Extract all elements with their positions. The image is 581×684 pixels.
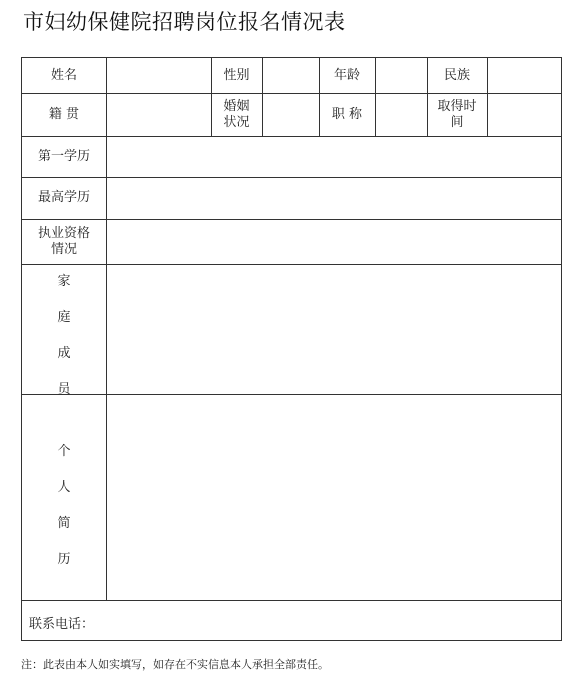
phone-field[interactable] (102, 600, 562, 641)
professional-title-label: 职 称 (331, 106, 363, 122)
registration-form-table (21, 57, 562, 641)
native-place-label: 籍 贯 (48, 106, 80, 122)
age-field[interactable] (375, 58, 427, 93)
marital-status-label: 婚姻 状况 (223, 98, 250, 130)
license-field[interactable] (106, 219, 562, 264)
native-place-field[interactable] (106, 93, 211, 136)
personal-resume-field[interactable] (106, 394, 562, 600)
ethnicity-label: 民族 (443, 67, 470, 83)
family-members-label: 家 庭 成 员 (57, 274, 71, 397)
gender-label: 性别 (223, 67, 250, 83)
personal-resume-label: 个 人 简 历 (57, 444, 71, 567)
first-degree-field[interactable] (106, 136, 562, 177)
form-title: 市妇幼保健院招聘岗位报名情况表 (23, 10, 346, 34)
gender-field[interactable] (262, 58, 319, 93)
professional-title-field[interactable] (375, 93, 427, 136)
license-label: 执业资格 情况 (37, 225, 90, 257)
name-label: 姓名 (50, 67, 77, 83)
name-field[interactable] (106, 58, 211, 93)
obtained-time-field[interactable] (487, 93, 562, 136)
family-members-field[interactable] (106, 264, 562, 394)
marital-status-field[interactable] (262, 93, 319, 136)
obtained-time-label: 取得时 间 (437, 98, 477, 130)
highest-degree-label: 最高学历 (37, 190, 90, 205)
age-label: 年龄 (333, 67, 360, 83)
ethnicity-field[interactable] (487, 58, 562, 93)
phone-label: 联系电话： (29, 617, 95, 632)
first-degree-label: 第一学历 (37, 148, 90, 164)
footnote: 注：此表由本人如实填写，如存在不实信息本人承担全部责任。 (21, 658, 329, 671)
highest-degree-field[interactable] (106, 177, 562, 219)
